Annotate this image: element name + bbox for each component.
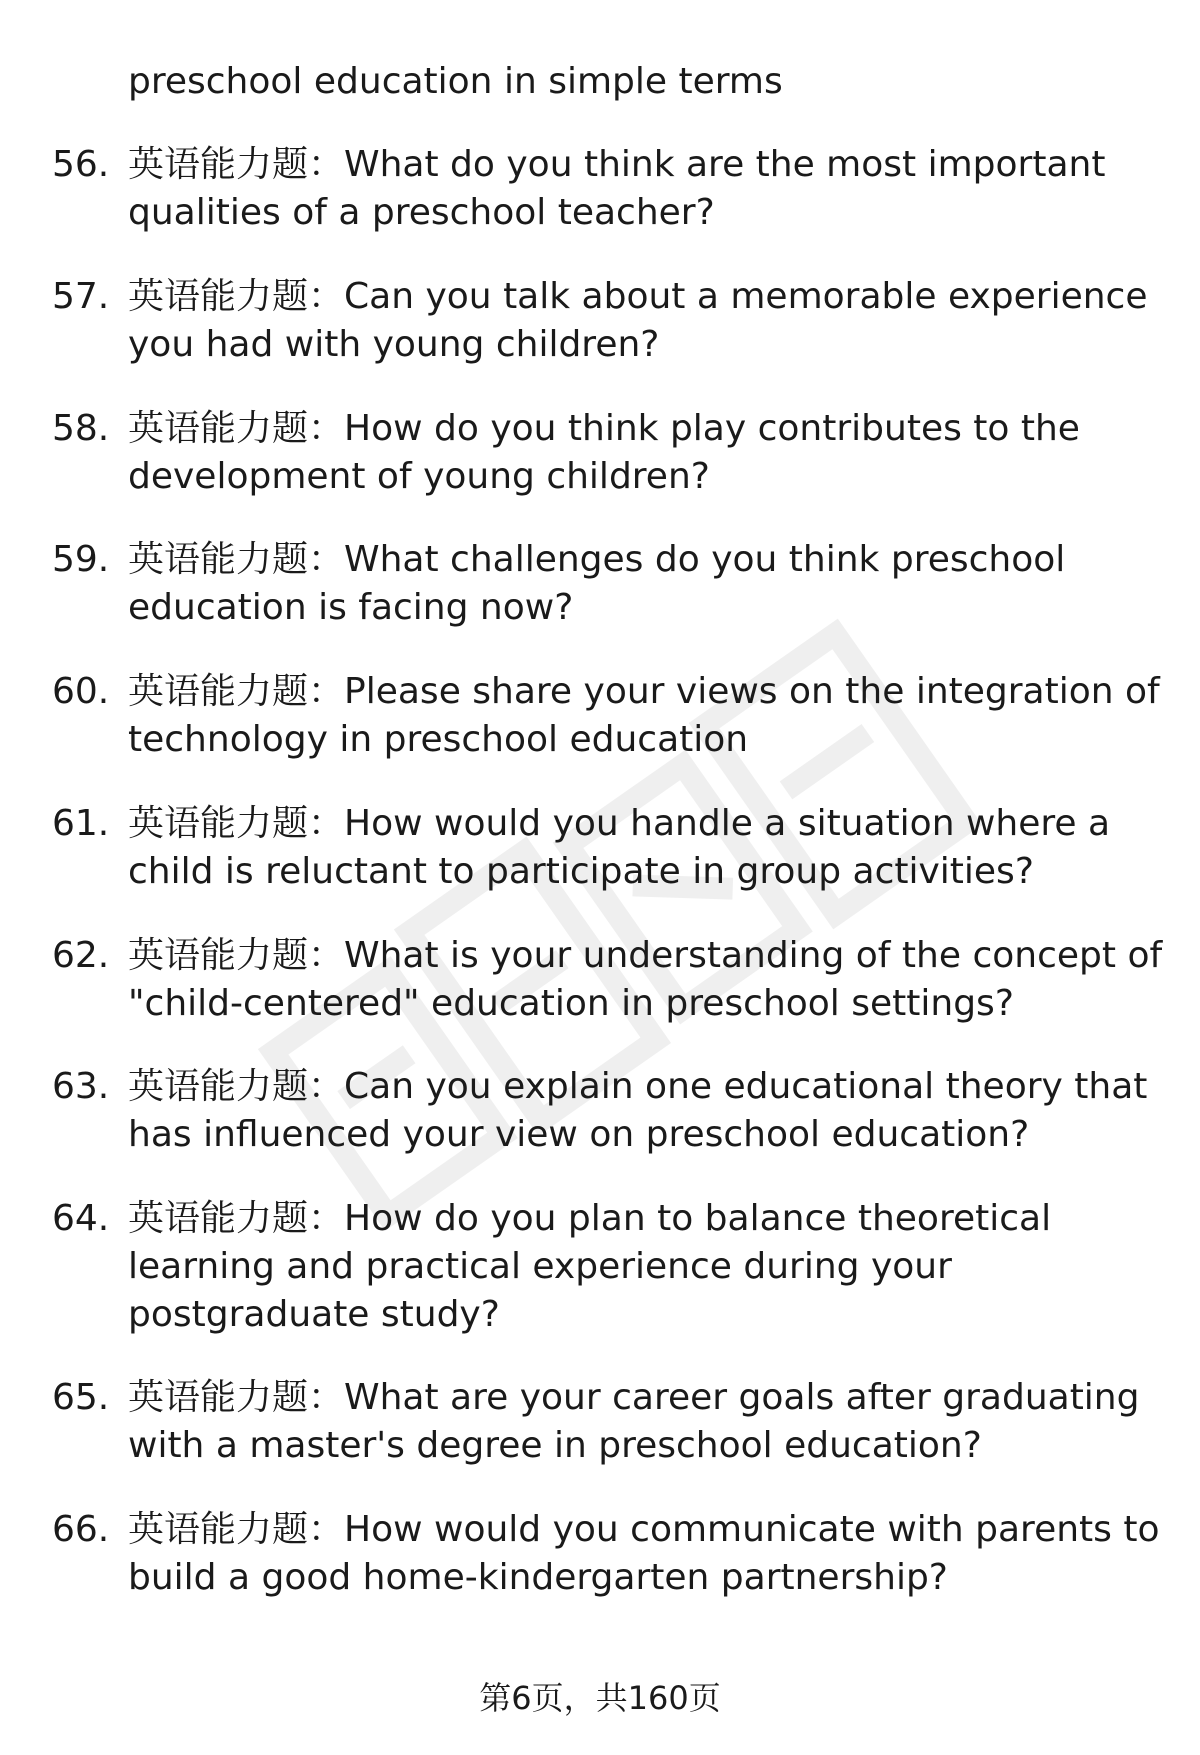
question-label: 英语能力题： (128, 935, 345, 976)
question-label: 英语能力题： (128, 276, 345, 317)
question-body: What challenges do you think preschool education is facing now? (128, 539, 1066, 628)
question-number: 59. (52, 539, 110, 580)
question-label: 英语能力题： (128, 1377, 345, 1418)
question-body: What are your career goals after graduating with a master's degree in preschool education? (128, 1377, 1140, 1466)
question-body: How do you plan to balance theoretical learning and practical experience during your postgraduate study? (128, 1198, 1052, 1335)
question-body: How would you handle a situation where a child is reluctant to participate in group activities? (128, 803, 1111, 892)
question-text (128, 1063, 1168, 1159)
question-number: 64. (52, 1198, 110, 1239)
question-body: Can you explain one educational theory that has influenced your view on preschool education? (128, 1066, 1148, 1155)
question-number: 66. (52, 1509, 110, 1550)
question-label: 英语能力题： (128, 408, 345, 449)
question-number: 56. (52, 144, 110, 185)
page-footer: 第6页，共160页 (479, 1679, 721, 1717)
question-label: 英语能力题： (128, 539, 345, 580)
question-body: How would you communicate with parents to build a good home-kindergarten partnership? (128, 1509, 1160, 1598)
question-number: 58. (52, 408, 110, 449)
question-text (128, 1506, 1168, 1602)
question-number: 62. (52, 935, 110, 976)
question-text (128, 1374, 1168, 1470)
question-body: How do you think play contributes to the development of young children? (128, 408, 1080, 497)
question-text (128, 273, 1168, 369)
question-number: 65. (52, 1377, 110, 1418)
question-text (128, 1195, 1168, 1339)
question-label: 英语能力题： (128, 1066, 345, 1107)
question-text (128, 668, 1168, 764)
question-label: 英语能力题： (128, 144, 345, 185)
question-text (128, 405, 1168, 501)
question-text (128, 800, 1168, 896)
question-body: What do you think are the most important qualities of a preschool teacher? (128, 144, 1106, 233)
question-label: 英语能力题： (128, 803, 345, 844)
question-body: Please share your views on the integration of technology in preschool education (128, 671, 1160, 760)
continuation-text: preschool education in simple terms (128, 61, 783, 102)
question-number: 57. (52, 276, 110, 317)
question-number: 63. (52, 1066, 110, 1107)
question-body: Can you talk about a memorable experience you had with young children? (128, 276, 1148, 365)
question-text (128, 536, 1168, 632)
question-label: 英语能力题： (128, 1509, 345, 1550)
question-number: 60. (52, 671, 110, 712)
question-body: What is your understanding of the concept of "child-centered" education in preschool settings? (128, 935, 1163, 1024)
question-label: 英语能力题： (128, 671, 345, 712)
question-label: 英语能力题： (128, 1198, 345, 1239)
question-number: 61. (52, 803, 110, 844)
question-text (128, 932, 1168, 1028)
question-text (128, 141, 1168, 237)
